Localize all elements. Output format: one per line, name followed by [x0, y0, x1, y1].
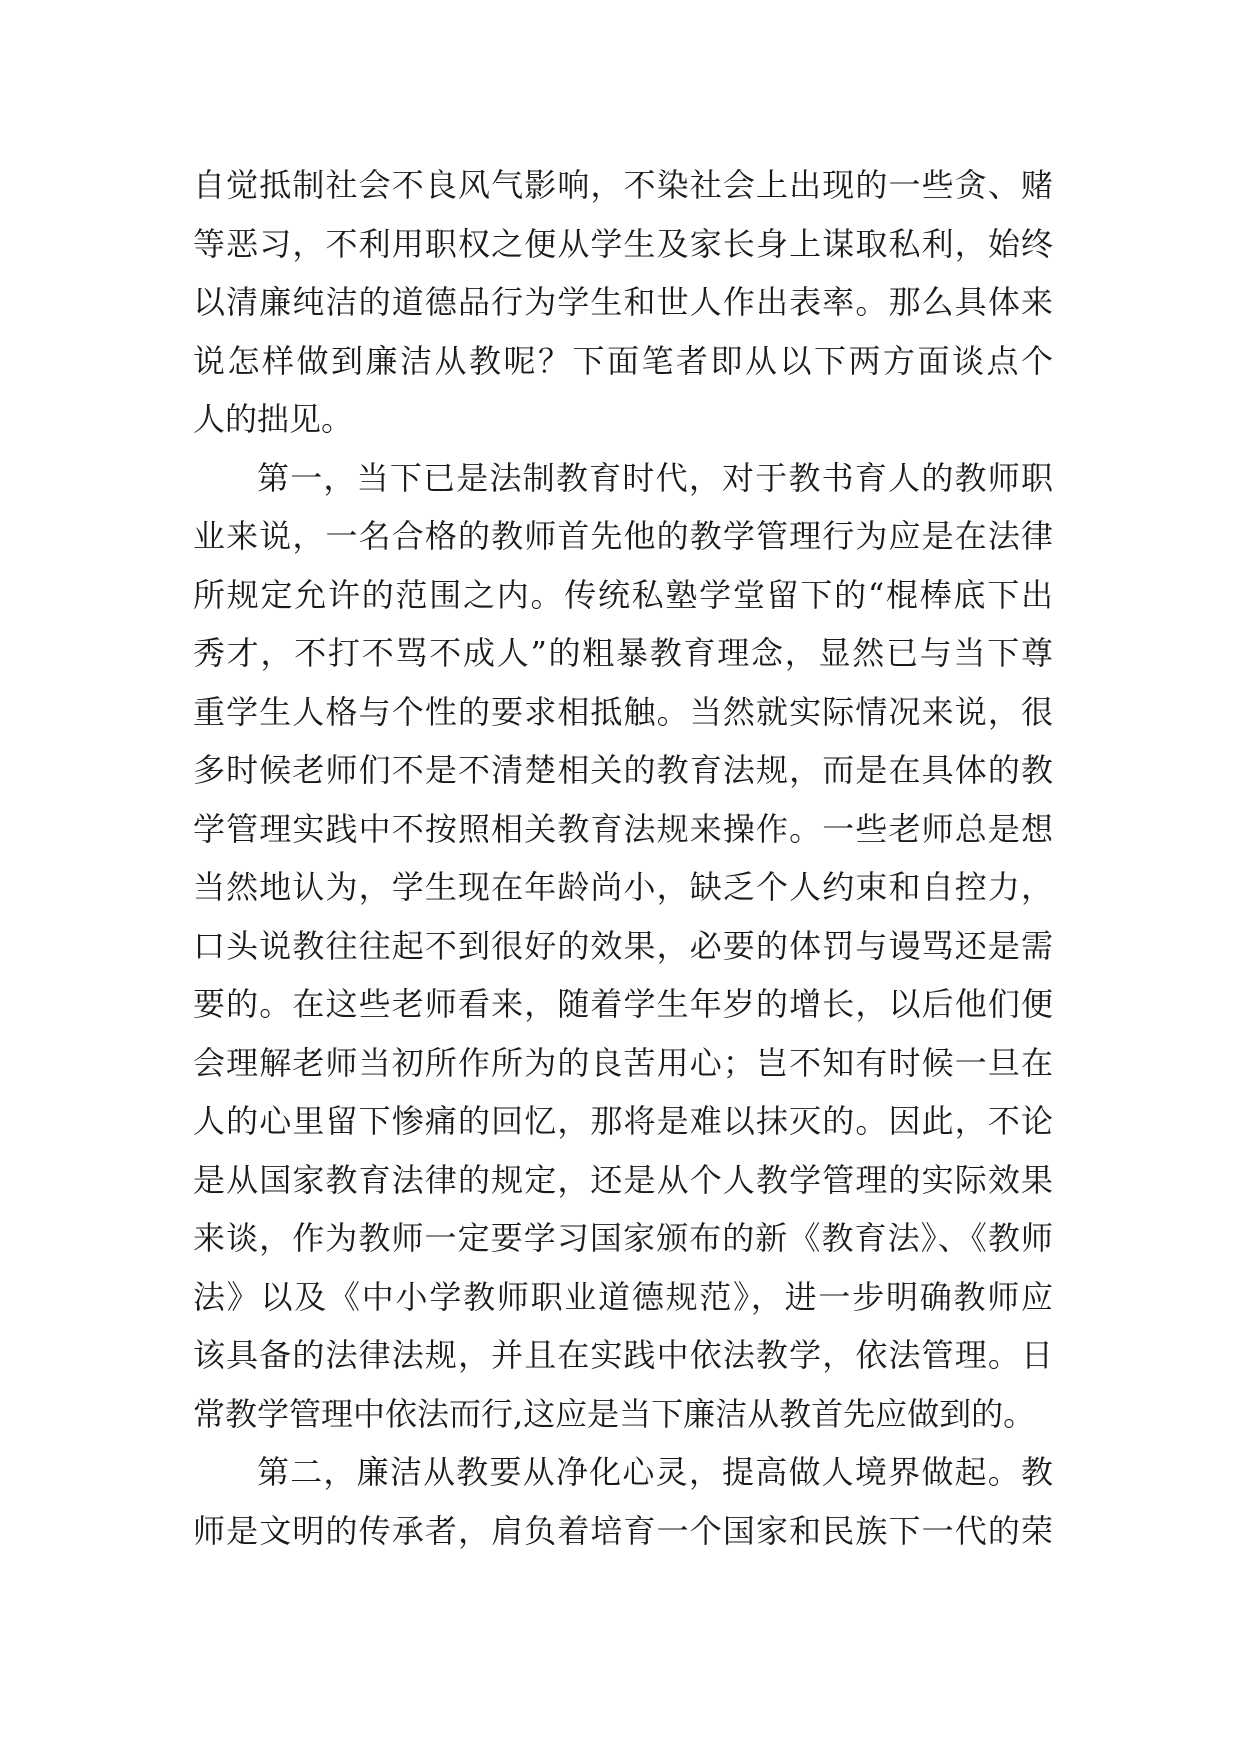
text-line: 来谈，作为教师一定要学习国家颁布的新《教育法》、《教师: [193, 1219, 1053, 1257]
text-line: 常教学管理中依法而行,这应是当下廉洁从教首先应做到的。: [193, 1394, 1036, 1433]
text-line: 秀才，不打不骂不成人”的粗暴教育理念，显然已与当下尊: [193, 634, 1053, 672]
text-line: 多时候老师们不是不清楚相关的教育法规，而是在具体的教: [193, 751, 1053, 789]
text-line: 要的。在这些老师看来，随着学生年岁的增长，以后他们便: [193, 985, 1053, 1023]
text-line: 自觉抵制社会不良风气影响，不染社会上出现的一些贪、赌: [193, 166, 1053, 204]
text-line: 重学生人格与个性的要求相抵触。当然就实际情况来说，很: [193, 692, 1053, 731]
paragraph-first-line: 第一，当下已是法制教育时代，对于教书育人的教师职: [257, 458, 1053, 497]
text-line: 说怎样做到廉洁从教呢？下面笔者即从以下两方面谈点个: [193, 341, 1053, 380]
text-line: 会理解老师当初所作所为的良苦用心；岂不知有时候一旦在: [193, 1043, 1053, 1082]
body-text: [193, 156, 1053, 1560]
text-line: 人的心里留下惨痛的回忆，那将是难以抹灭的。因此，不论: [193, 1102, 1053, 1140]
text-line: 以清廉纯洁的道德品行为学生和世人作出表率。那么具体来: [193, 283, 1053, 321]
text-line: 是从国家教育法律的规定，还是从个人教学管理的实际效果: [193, 1160, 1053, 1199]
text-line: 等恶习，不利用职权之便从学生及家长身上谋取私利，始终: [193, 224, 1053, 263]
paragraph-first-line: 第二，廉洁从教要从净化心灵，提高做人境界做起。教: [257, 1453, 1053, 1491]
text-line: 所规定允许的范围之内。传统私塾学堂留下的“棍棒底下出: [193, 575, 1053, 614]
text-line: 口头说教往往起不到很好的效果，必要的体罚与谩骂还是需: [193, 926, 1053, 965]
text-line: 人的拙见。: [193, 400, 354, 438]
text-line: 该具备的法律法规，并且在实践中依法教学，依法管理。日: [193, 1336, 1053, 1374]
text-line: 法》以及《中小学教师职业道德规范》，进一步明确教师应: [193, 1277, 1053, 1316]
text-line: 业来说，一名合格的教师首先他的教学管理行为应是在法律: [193, 517, 1053, 555]
text-line: 当然地认为，学生现在年龄尚小，缺乏个人约束和自控力，: [193, 868, 1053, 906]
text-line: 师是文明的传承者，肩负着培育一个国家和民族下一代的荣: [193, 1511, 1053, 1550]
text-line: 学管理实践中不按照相关教育法规来操作。一些老师总是想: [193, 809, 1053, 848]
